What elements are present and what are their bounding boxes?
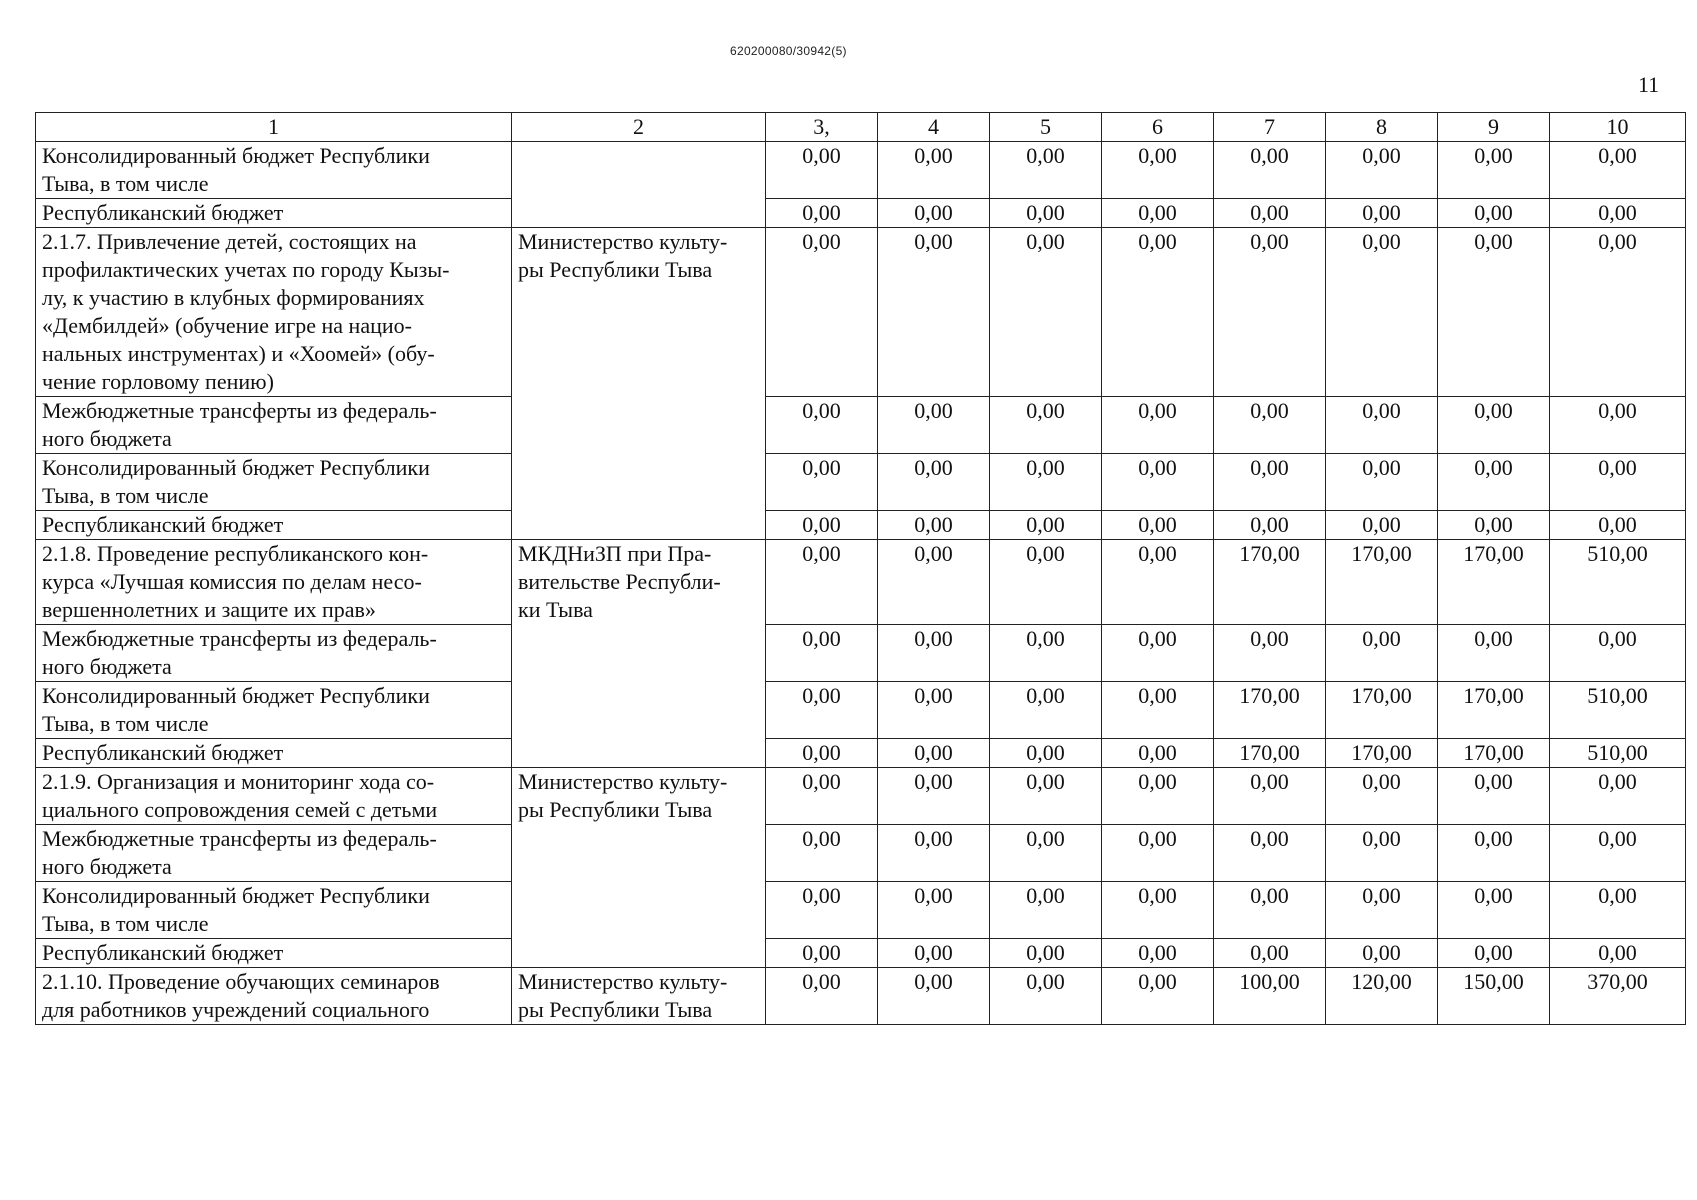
row-label-line: Тыва, в том числе <box>42 483 209 508</box>
value-cell-col-7: 0,00 <box>1214 397 1326 454</box>
value-cell-col-4: 0,00 <box>878 511 990 540</box>
executor-line: Министерство культу- <box>518 969 728 994</box>
row-label-line: Республиканский бюджет <box>42 940 284 965</box>
value-cell-col-6: 0,00 <box>1102 540 1214 625</box>
value-cell-col-10: 0,00 <box>1550 625 1686 682</box>
value-cell-col-8: 0,00 <box>1326 199 1438 228</box>
table-row <box>36 540 1686 625</box>
value-cell-col-6: 0,00 <box>1102 397 1214 454</box>
value-cell-col-8: 0,00 <box>1326 228 1438 397</box>
value-cell-col-6: 0,00 <box>1102 454 1214 511</box>
value-cell-col-5: 0,00 <box>990 939 1102 968</box>
value-cell-col-9: 0,00 <box>1438 882 1550 939</box>
value-cell-col-9: 0,00 <box>1438 625 1550 682</box>
value-cell-col-3: 0,00 <box>766 142 878 199</box>
value-cell-col-7: 0,00 <box>1214 511 1326 540</box>
value-cell-col-4: 0,00 <box>878 882 990 939</box>
value-cell-col-10: 0,00 <box>1550 768 1686 825</box>
executor-line: ры Республики Тыва <box>518 997 713 1022</box>
row-label-line: 2.1.9. Организация и мониторинг хода со- <box>42 769 435 794</box>
value-cell-col-9: 0,00 <box>1438 228 1550 397</box>
row-label <box>36 397 512 454</box>
value-cell-col-6: 0,00 <box>1102 625 1214 682</box>
column-header-4: 4 <box>878 113 990 142</box>
value-cell-col-10: 510,00 <box>1550 540 1686 625</box>
page-number: 11 <box>1638 72 1660 97</box>
value-cell-col-10: 0,00 <box>1550 228 1686 397</box>
row-label-line: Консолидированный бюджет Республики <box>42 455 430 480</box>
executor-line: ки Тыва <box>518 597 593 622</box>
value-cell-col-7: 0,00 <box>1214 199 1326 228</box>
value-cell-col-8: 0,00 <box>1326 768 1438 825</box>
value-cell-col-3: 0,00 <box>766 939 878 968</box>
value-cell-col-6: 0,00 <box>1102 682 1214 739</box>
column-header-8: 8 <box>1326 113 1438 142</box>
value-cell-col-4: 0,00 <box>878 625 990 682</box>
value-cell-col-9: 0,00 <box>1438 199 1550 228</box>
row-label-line: ного бюджета <box>42 854 172 879</box>
value-cell-col-10: 370,00 <box>1550 968 1686 1025</box>
value-cell-col-4: 0,00 <box>878 739 990 768</box>
column-header-1: 1 <box>36 113 512 142</box>
value-cell-col-10: 0,00 <box>1550 142 1686 199</box>
table-row <box>36 397 1686 454</box>
row-label-line: для работников учреждений социального <box>42 997 430 1022</box>
value-cell-col-5: 0,00 <box>990 540 1102 625</box>
row-label-line: Межбюджетные трансферты из федераль- <box>42 626 437 651</box>
row-label <box>36 199 512 228</box>
value-cell-col-6: 0,00 <box>1102 228 1214 397</box>
column-header-2: 2 <box>512 113 766 142</box>
row-label-line: Республиканский бюджет <box>42 740 284 765</box>
value-cell-col-8: 170,00 <box>1326 682 1438 739</box>
value-cell-col-7: 0,00 <box>1214 454 1326 511</box>
value-cell-col-8: 170,00 <box>1326 540 1438 625</box>
value-cell-col-3: 0,00 <box>766 825 878 882</box>
value-cell-col-7: 0,00 <box>1214 939 1326 968</box>
row-label <box>36 768 512 825</box>
row-label <box>36 882 512 939</box>
value-cell-col-7: 100,00 <box>1214 968 1326 1025</box>
value-cell-col-7: 0,00 <box>1214 625 1326 682</box>
value-cell-col-9: 170,00 <box>1438 682 1550 739</box>
value-cell-col-10: 0,00 <box>1550 882 1686 939</box>
row-label-line: лу, к участию в клубных формированиях <box>42 285 425 310</box>
row-label-line: Консолидированный бюджет Республики <box>42 683 430 708</box>
row-label-line: вершеннолетних и защите их прав» <box>42 597 376 622</box>
row-label-line: Тыва, в том числе <box>42 911 209 936</box>
executor-cell <box>512 540 766 768</box>
value-cell-col-7: 170,00 <box>1214 540 1326 625</box>
value-cell-col-7: 170,00 <box>1214 739 1326 768</box>
value-cell-col-5: 0,00 <box>990 968 1102 1025</box>
value-cell-col-3: 0,00 <box>766 882 878 939</box>
value-cell-col-9: 0,00 <box>1438 939 1550 968</box>
value-cell-col-4: 0,00 <box>878 199 990 228</box>
value-cell-col-5: 0,00 <box>990 142 1102 199</box>
table-row <box>36 454 1686 511</box>
value-cell-col-4: 0,00 <box>878 968 990 1025</box>
table-row <box>36 142 1686 199</box>
row-label-line: 2.1.7. Привлечение детей, состоящих на <box>42 229 417 254</box>
row-label-line: Тыва, в том числе <box>42 711 209 736</box>
executor-line: ры Республики Тыва <box>518 797 713 822</box>
row-label <box>36 739 512 768</box>
row-label-line: курса «Лучшая комиссия по делам несо- <box>42 569 422 594</box>
row-label-line: Республиканский бюджет <box>42 200 284 225</box>
value-cell-col-9: 0,00 <box>1438 454 1550 511</box>
row-label-line: Межбюджетные трансферты из федераль- <box>42 398 437 423</box>
row-label-line: Тыва, в том числе <box>42 171 209 196</box>
value-cell-col-8: 0,00 <box>1326 511 1438 540</box>
row-label <box>36 540 512 625</box>
table-row <box>36 625 1686 682</box>
value-cell-col-5: 0,00 <box>990 768 1102 825</box>
budget-table <box>35 112 1686 1025</box>
value-cell-col-5: 0,00 <box>990 454 1102 511</box>
table-row <box>36 825 1686 882</box>
value-cell-col-4: 0,00 <box>878 397 990 454</box>
value-cell-col-3: 0,00 <box>766 397 878 454</box>
value-cell-col-4: 0,00 <box>878 228 990 397</box>
row-label <box>36 939 512 968</box>
executor-line: МКДНиЗП при Пра- <box>518 541 712 566</box>
executor-line: Министерство культу- <box>518 229 728 254</box>
row-label-line: Республиканский бюджет <box>42 512 284 537</box>
value-cell-col-5: 0,00 <box>990 199 1102 228</box>
value-cell-col-4: 0,00 <box>878 540 990 625</box>
executor-cell <box>512 228 766 540</box>
table-row <box>36 968 1686 1025</box>
row-label <box>36 228 512 397</box>
executor-cell <box>512 968 766 1025</box>
value-cell-col-3: 0,00 <box>766 454 878 511</box>
value-cell-col-5: 0,00 <box>990 825 1102 882</box>
value-cell-col-8: 0,00 <box>1326 397 1438 454</box>
row-label-line: ного бюджета <box>42 426 172 451</box>
table-row <box>36 739 1686 768</box>
table-row <box>36 768 1686 825</box>
value-cell-col-3: 0,00 <box>766 199 878 228</box>
value-cell-col-8: 0,00 <box>1326 142 1438 199</box>
value-cell-col-5: 0,00 <box>990 682 1102 739</box>
table-row <box>36 939 1686 968</box>
value-cell-col-6: 0,00 <box>1102 939 1214 968</box>
column-header-7: 7 <box>1214 113 1326 142</box>
value-cell-col-10: 0,00 <box>1550 511 1686 540</box>
executor-cell <box>512 768 766 968</box>
executor-cell-empty <box>512 142 766 228</box>
value-cell-col-8: 0,00 <box>1326 454 1438 511</box>
value-cell-col-8: 0,00 <box>1326 825 1438 882</box>
value-cell-col-4: 0,00 <box>878 768 990 825</box>
value-cell-col-4: 0,00 <box>878 939 990 968</box>
row-label-line: Межбюджетные трансферты из федераль- <box>42 826 437 851</box>
row-label <box>36 511 512 540</box>
table-row <box>36 199 1686 228</box>
column-header-5: 5 <box>990 113 1102 142</box>
document-code: 620200080/30942(5) <box>730 44 847 58</box>
value-cell-col-7: 0,00 <box>1214 882 1326 939</box>
value-cell-col-9: 0,00 <box>1438 397 1550 454</box>
row-label <box>36 625 512 682</box>
value-cell-col-7: 0,00 <box>1214 228 1326 397</box>
table-row <box>36 511 1686 540</box>
row-label-line: Консолидированный бюджет Республики <box>42 143 430 168</box>
value-cell-col-8: 170,00 <box>1326 739 1438 768</box>
value-cell-col-8: 120,00 <box>1326 968 1438 1025</box>
row-label-line: ного бюджета <box>42 654 172 679</box>
value-cell-col-5: 0,00 <box>990 397 1102 454</box>
row-label-line: 2.1.8. Проведение республиканского кон- <box>42 541 429 566</box>
value-cell-col-6: 0,00 <box>1102 199 1214 228</box>
value-cell-col-9: 170,00 <box>1438 540 1550 625</box>
row-label <box>36 825 512 882</box>
value-cell-col-5: 0,00 <box>990 739 1102 768</box>
value-cell-col-4: 0,00 <box>878 825 990 882</box>
value-cell-col-6: 0,00 <box>1102 511 1214 540</box>
value-cell-col-9: 170,00 <box>1438 739 1550 768</box>
executor-line: Министерство культу- <box>518 769 728 794</box>
row-label-line: Консолидированный бюджет Республики <box>42 883 430 908</box>
value-cell-col-3: 0,00 <box>766 511 878 540</box>
value-cell-col-9: 0,00 <box>1438 825 1550 882</box>
row-label <box>36 142 512 199</box>
value-cell-col-10: 0,00 <box>1550 939 1686 968</box>
row-label-line: 2.1.10. Проведение обучающих семинаров <box>42 969 440 994</box>
row-label-line: циального сопровождения семей с детьми <box>42 797 438 822</box>
row-label-line: чение горловому пению) <box>42 369 274 394</box>
value-cell-col-10: 510,00 <box>1550 682 1686 739</box>
value-cell-col-3: 0,00 <box>766 625 878 682</box>
value-cell-col-5: 0,00 <box>990 882 1102 939</box>
row-label-line: «Дембилдей» (обучение игре на нацио- <box>42 313 412 338</box>
header-row <box>36 113 1686 142</box>
value-cell-col-3: 0,00 <box>766 540 878 625</box>
value-cell-col-5: 0,00 <box>990 511 1102 540</box>
value-cell-col-7: 170,00 <box>1214 682 1326 739</box>
column-header-10: 10 <box>1550 113 1686 142</box>
value-cell-col-6: 0,00 <box>1102 142 1214 199</box>
table-row <box>36 882 1686 939</box>
value-cell-col-10: 0,00 <box>1550 454 1686 511</box>
value-cell-col-8: 0,00 <box>1326 625 1438 682</box>
value-cell-col-10: 0,00 <box>1550 397 1686 454</box>
column-header-6: 6 <box>1102 113 1214 142</box>
row-label-line: профилактических учетах по городу Кызы- <box>42 257 450 282</box>
value-cell-col-3: 0,00 <box>766 739 878 768</box>
executor-line: ры Республики Тыва <box>518 257 713 282</box>
row-label-line: нальных инструментах) и «Хоомей» (обу- <box>42 341 435 366</box>
value-cell-col-6: 0,00 <box>1102 825 1214 882</box>
value-cell-col-9: 0,00 <box>1438 142 1550 199</box>
value-cell-col-4: 0,00 <box>878 142 990 199</box>
value-cell-col-8: 0,00 <box>1326 882 1438 939</box>
value-cell-col-4: 0,00 <box>878 454 990 511</box>
value-cell-col-4: 0,00 <box>878 682 990 739</box>
column-header-9: 9 <box>1438 113 1550 142</box>
value-cell-col-3: 0,00 <box>766 682 878 739</box>
value-cell-col-5: 0,00 <box>990 228 1102 397</box>
value-cell-col-3: 0,00 <box>766 968 878 1025</box>
value-cell-col-3: 0,00 <box>766 768 878 825</box>
row-label <box>36 968 512 1025</box>
row-label <box>36 454 512 511</box>
column-header-3: 3, <box>766 113 878 142</box>
table-row <box>36 228 1686 397</box>
row-label <box>36 682 512 739</box>
value-cell-col-6: 0,00 <box>1102 739 1214 768</box>
value-cell-col-10: 0,00 <box>1550 825 1686 882</box>
value-cell-col-9: 150,00 <box>1438 968 1550 1025</box>
value-cell-col-9: 0,00 <box>1438 511 1550 540</box>
value-cell-col-5: 0,00 <box>990 625 1102 682</box>
value-cell-col-3: 0,00 <box>766 228 878 397</box>
value-cell-col-6: 0,00 <box>1102 968 1214 1025</box>
value-cell-col-9: 0,00 <box>1438 768 1550 825</box>
value-cell-col-7: 0,00 <box>1214 142 1326 199</box>
value-cell-col-7: 0,00 <box>1214 825 1326 882</box>
executor-line: вительстве Республи- <box>518 569 721 594</box>
table-row <box>36 682 1686 739</box>
value-cell-col-6: 0,00 <box>1102 882 1214 939</box>
value-cell-col-10: 510,00 <box>1550 739 1686 768</box>
value-cell-col-6: 0,00 <box>1102 768 1214 825</box>
table-body <box>36 113 1686 1025</box>
value-cell-col-7: 0,00 <box>1214 768 1326 825</box>
value-cell-col-8: 0,00 <box>1326 939 1438 968</box>
value-cell-col-10: 0,00 <box>1550 199 1686 228</box>
